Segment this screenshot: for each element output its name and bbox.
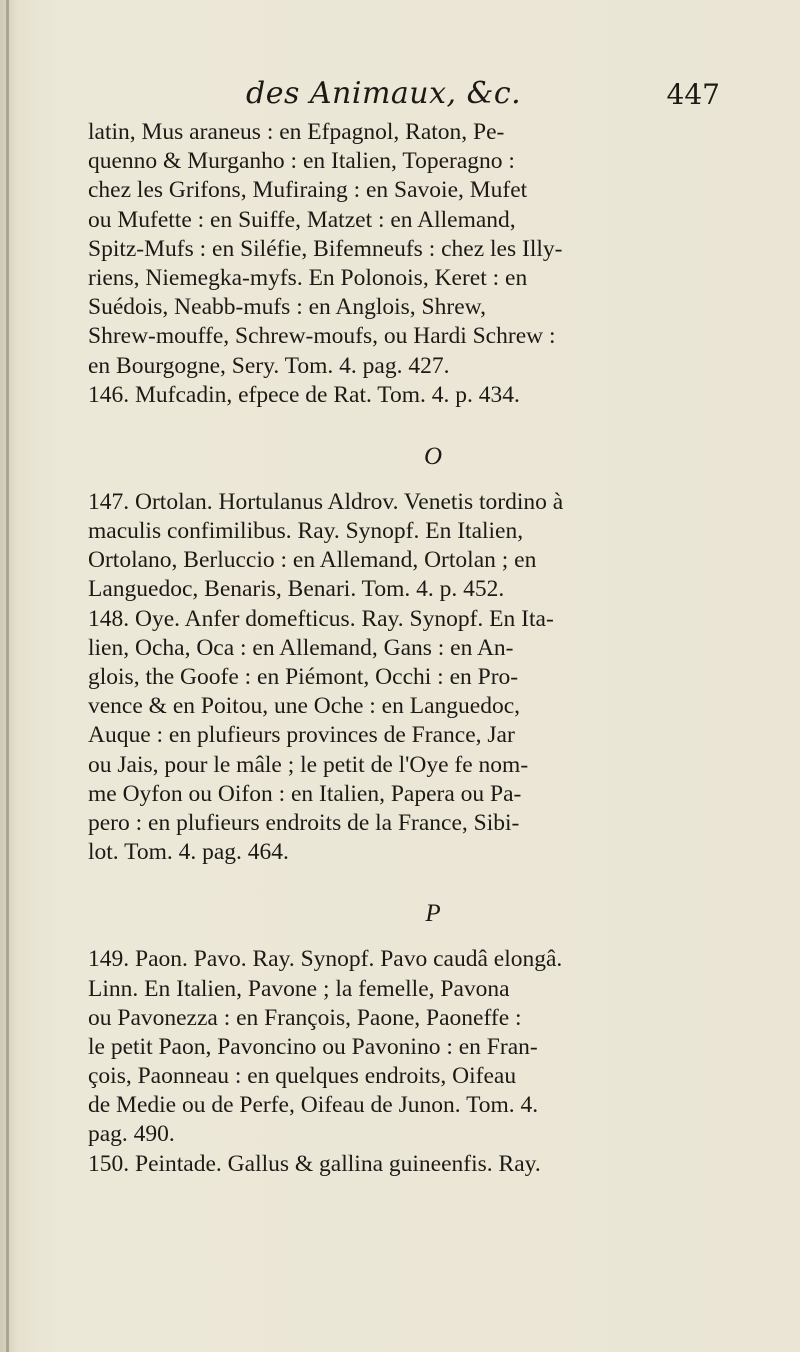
text-line: vence & en Poitou, une Oche : en Languedoc, — [88, 693, 520, 720]
page-number: 447 — [666, 78, 720, 111]
text-line: Linn. En Italien, Pavone ; la femelle, Pavona — [88, 975, 510, 1002]
text-line: ou Pavonezza : en François, Paone, Paoneffe : — [88, 1004, 522, 1031]
text-line: quenno & Murganho : en Italien, Toperagno : — [88, 148, 515, 175]
text-line: 146. Mufcadin, efpece de Rat. Tom. 4. p. 434. — [88, 381, 520, 408]
running-title: des Animaux, &c. — [246, 76, 522, 111]
text-line: le petit Paon, Pavoncino ou Pavonino : en Fran- — [88, 1033, 538, 1060]
text-line: en Bourgogne, Sery. Tom. 4. pag. 427. — [88, 352, 450, 379]
text-line: 148. Oye. Anfer domefticus. Ray. Synopf. En Ita- — [88, 605, 554, 632]
text-line: Auque : en plufieurs provinces de France, Jar — [88, 722, 515, 749]
text-line: Spitz-Mufs : en Siléfie, Bifemneufs : chez les Illy- — [88, 235, 563, 262]
text-line: glois, the Goofe : en Piémont, Occhi : en Pro- — [88, 664, 519, 690]
text-line: de Medie ou de Perfe, Oifeau de Junon. Tom. 4. — [88, 1092, 539, 1119]
section-heading-o: O — [423, 442, 443, 470]
page-gutter — [6, 0, 9, 1352]
text-line: ou Jais, pour le mâle ; le petit de l'Oye fe nom- — [88, 751, 529, 778]
text-line: riens, Niemegka-myfs. En Polonois, Keret : en — [88, 264, 528, 291]
text-line: çois, Paonneau : en quelques endroits, Oifeau — [88, 1063, 517, 1090]
section-heading-p: P — [425, 900, 441, 928]
text-line: lien, Ocha, Oca : en Allemand, Gans : en An- — [88, 634, 514, 661]
text-line: Suédois, Neabb-mufs : en Anglois, Shrew, — [88, 294, 486, 321]
text-line: 149. Paon. Pavo. Ray. Synopf. Pavo caudâ elongâ. — [88, 946, 563, 973]
page-header — [88, 76, 800, 120]
text-line: 147. Ortolan. Hortulanus Aldrov. Venetis tordino à — [88, 488, 564, 515]
entry-block-2 — [88, 488, 778, 867]
text-line: Shrew-mouffe, Schrew-moufs, ou Hardi Schrew : — [88, 323, 556, 350]
text-line: me Oyfon ou Oifon : en Italien, Papera ou Pa- — [88, 780, 522, 807]
text-line: Languedoc, Benaris, Benari. Tom. 4. p. 452. — [88, 576, 505, 603]
text-line: pag. 490. — [88, 1121, 175, 1148]
entry-block-3 — [88, 945, 778, 1179]
text-line: maculis confimilibus. Ray. Synopf. En Italien, — [88, 518, 524, 545]
body-text — [88, 118, 778, 1179]
text-line: lot. Tom. 4. pag. 464. — [88, 839, 289, 866]
text-line: latin, Mus araneus : en Efpagnol, Raton, Pe- — [88, 119, 505, 145]
text-line: pero : en plufieurs endroits de la France, Sibi- — [88, 809, 520, 836]
text-line: Ortolano, Berluccio : en Allemand, Ortolan ; en — [88, 547, 537, 574]
text-line: ou Mufette : en Suiffe, Matzet : en Allemand, — [88, 206, 516, 233]
text-line: chez les Grifons, Mufiraing : en Savoie, Mufet — [88, 177, 528, 204]
entry-block-1 — [88, 118, 778, 410]
text-line: 150. Peintade. Gallus & gallina guineenfis. Ray. — [88, 1150, 541, 1177]
